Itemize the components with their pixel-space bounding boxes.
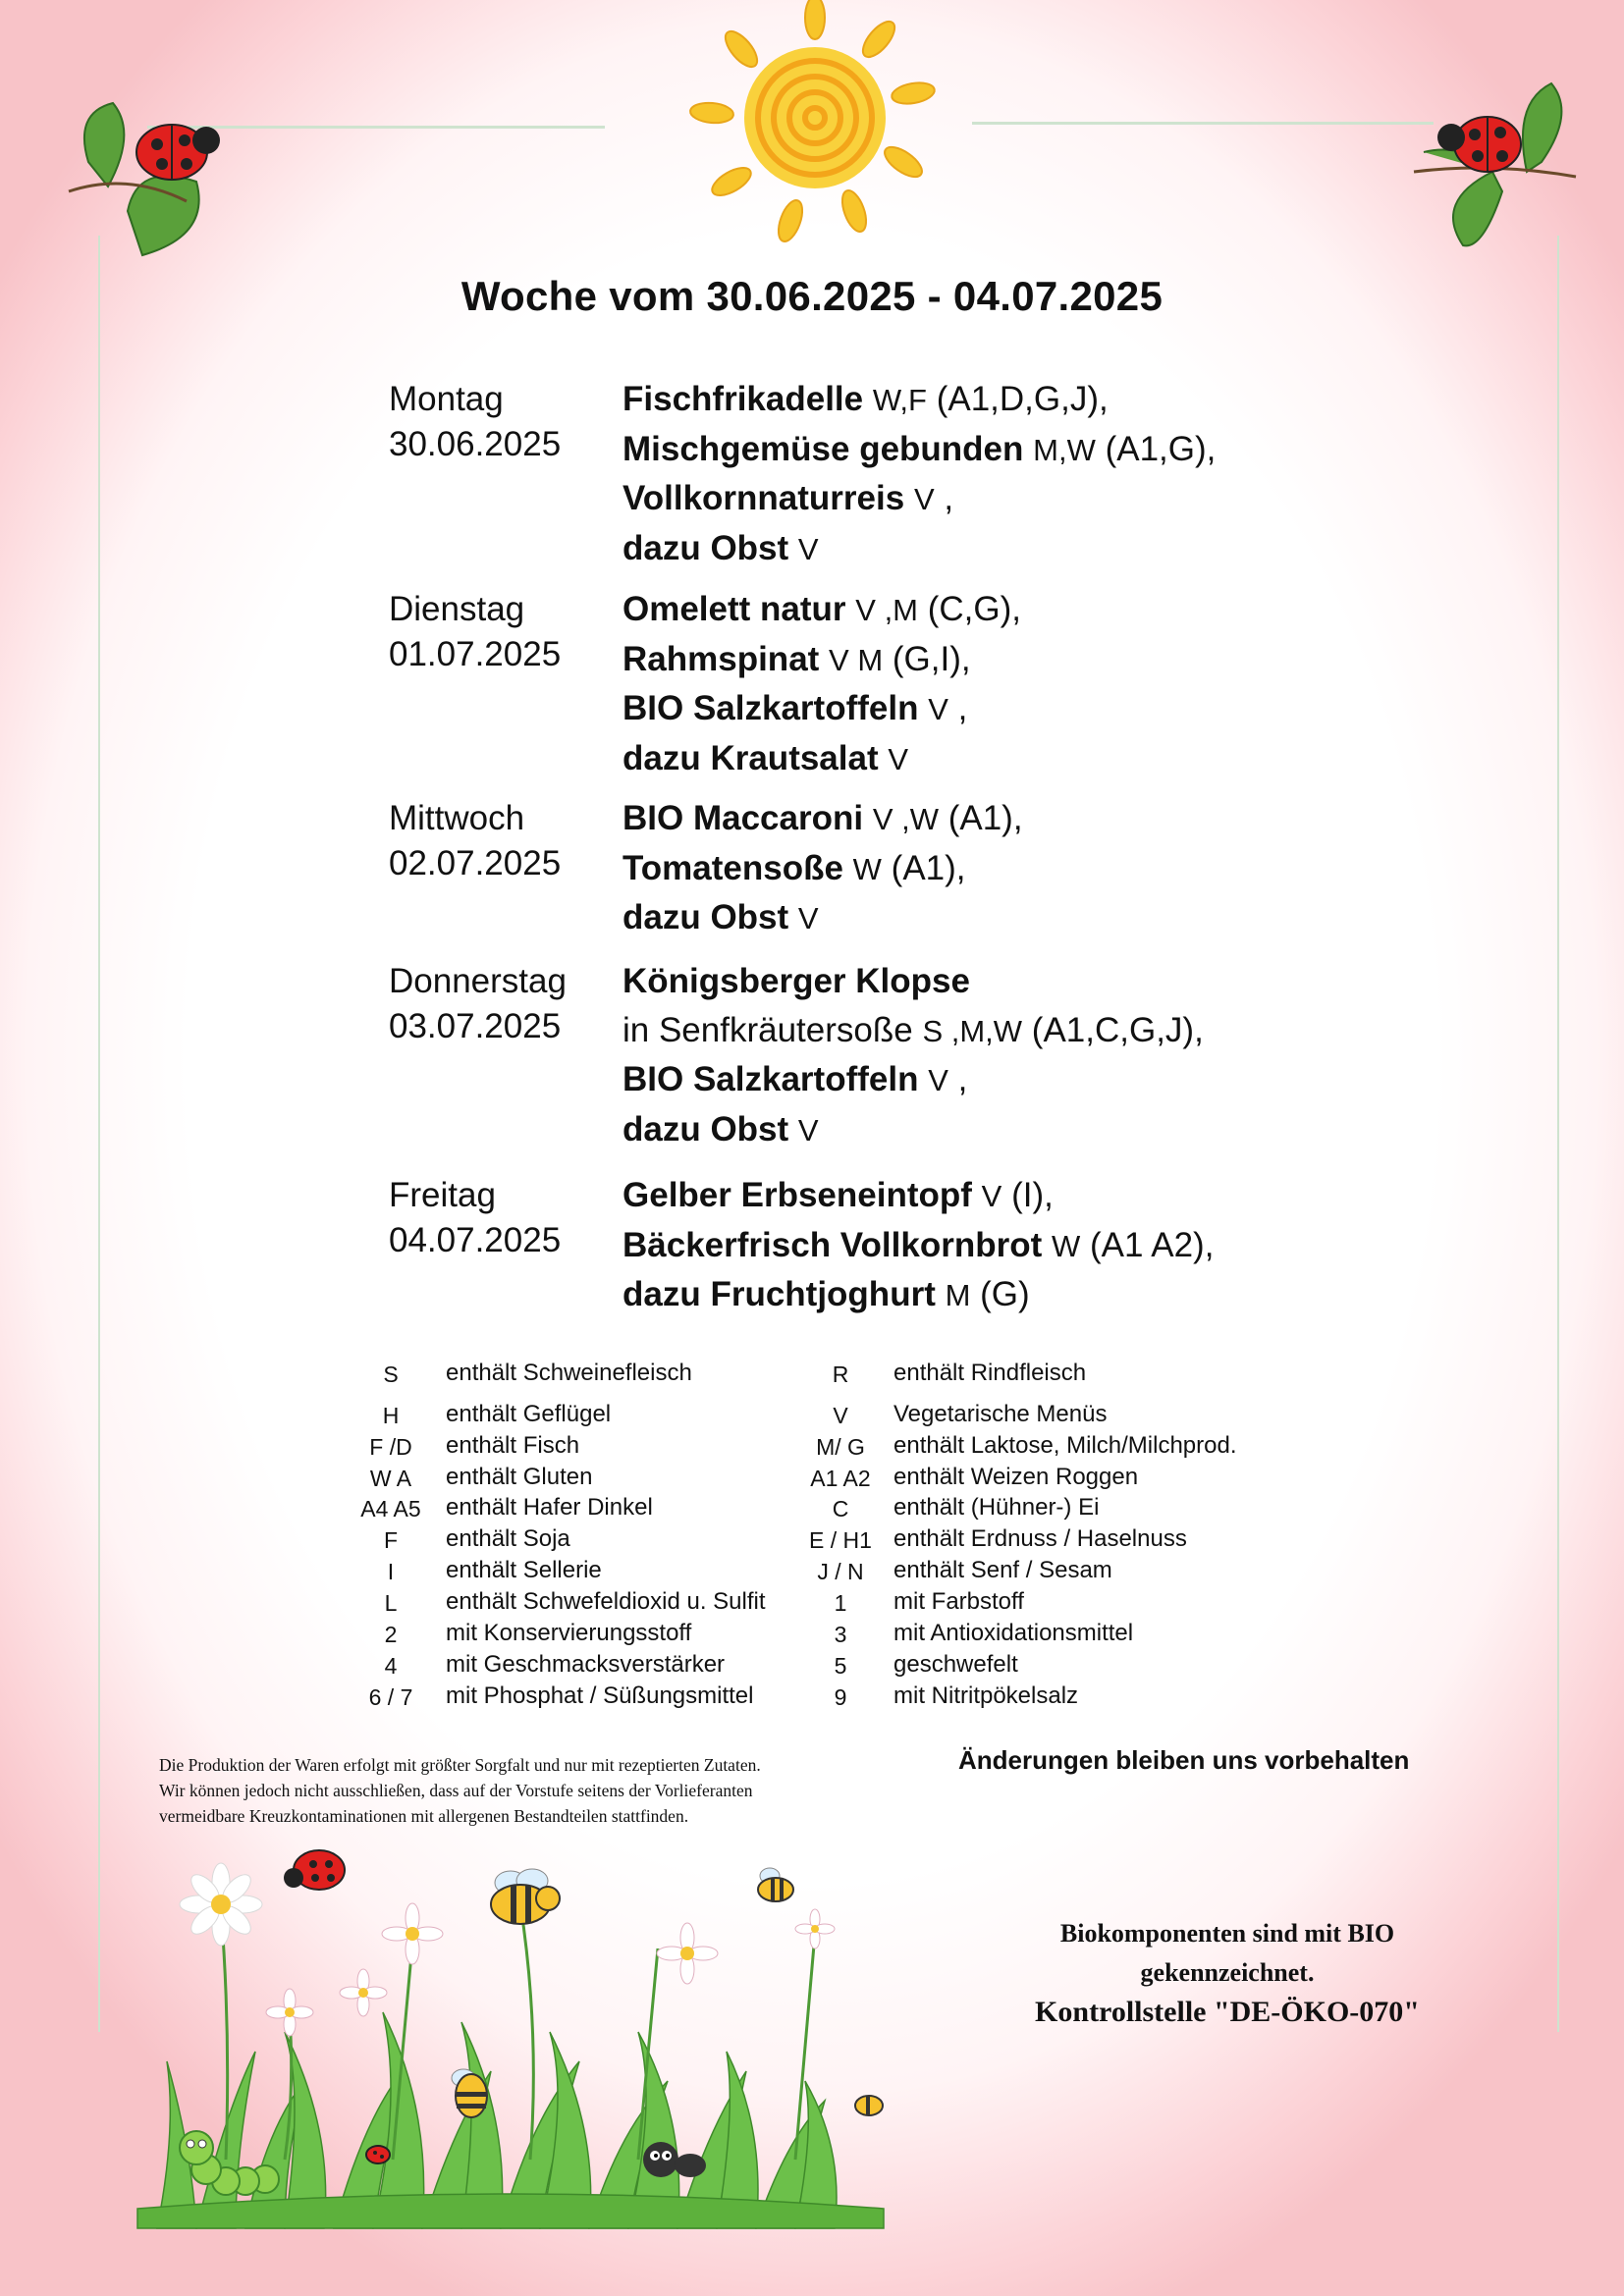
allergen-codes: (G,I), [892,639,971,678]
allergen-codes: , [944,479,954,517]
legend-code: R [832,1362,849,1387]
menu-line [623,375,1216,425]
menu-line [623,893,1023,943]
legend-code: E / H1 [809,1527,872,1553]
legend-code: 3 [834,1622,847,1647]
disclaimer-line: Wir können jedoch nicht ausschließen, dass auf der Vorstufe seitens der Vorlieferanten [159,1781,753,1800]
diet-marks: V [797,1112,819,1148]
legend-code: W A [369,1466,412,1491]
allergen-codes: (A1,D,G,J), [936,380,1109,418]
day-date: 02.07.2025 [389,844,562,882]
menu-line [623,957,1204,1006]
diet-marks: V [928,692,948,726]
allergen-codes: (I), [1011,1176,1054,1214]
legend-code: M/ G [816,1434,865,1460]
diet-marks: V [928,1063,948,1097]
day-label [389,959,567,1049]
allergen-codes: (A1), [947,799,1023,837]
day-label [389,377,561,467]
legend-code: C [832,1496,849,1522]
menu-line [623,585,1021,635]
diet-marks: W,F [872,383,927,417]
menu-line [623,635,1021,685]
legend-text: enthält (Hühner-) Ei [893,1494,1100,1521]
dish-name: dazu Obst [623,528,789,567]
top-line-right [972,122,1434,125]
day-date: 04.07.2025 [389,1221,562,1259]
legend-text: mit Geschmacksverstärker [446,1651,726,1678]
day-label [389,796,561,886]
day-date: 03.07.2025 [389,1007,562,1045]
legend-text: mit Nitritpökelsalz [893,1682,1079,1709]
ladybug-leaf-icon [69,93,236,260]
day-label [389,1173,561,1263]
menu-line [623,1105,1204,1155]
dish-name: Fischfrikadelle [623,380,864,418]
weekday: Montag [389,380,504,418]
diet-marks: M,W [1033,432,1096,467]
legend-text: enthält Schwefeldioxid u. Sulfit [446,1588,766,1615]
menu-line [623,734,1021,784]
diet-marks: V [913,482,935,516]
dish-name: BIO Salzkartoffeln [623,689,919,727]
menu-line [623,1006,1204,1056]
dish-name: dazu Fruchtjoghurt [623,1275,936,1313]
legend-code: 9 [834,1684,847,1710]
diet-marks: M [945,1278,971,1312]
legend-text: enthält Schweinefleisch [446,1360,692,1386]
control-authority: Kontrollstelle "DE-ÖKO-070" [1035,1996,1420,2028]
weekday: Freitag [389,1176,496,1214]
day-date: 01.07.2025 [389,635,562,673]
sun-icon [668,0,962,255]
dish-name: Mischgemüse gebunden [623,429,1024,468]
diet-marks: V [797,531,819,566]
dish-name: Tomatensoße [623,848,843,887]
menu-line [623,1270,1214,1320]
dish-name: Omelett natur [623,590,846,628]
diet-marks: V ,W [872,802,939,836]
legend-text: geschwefelt [893,1651,1018,1678]
legend-text: enthält Laktose, Milch/Milchprod. [893,1432,1237,1459]
diet-marks: W [852,851,882,886]
disclaimer-line: vermeidbare Kreuzkontaminationen mit allergenen Bestandteilen stattfinden. [159,1806,689,1826]
disclaimer-line: Die Produktion der Waren erfolgt mit größter Sorgfalt und nur mit rezeptierten Zutaten. [159,1755,761,1775]
dish-name: Königsberger Klopse [623,962,970,1000]
weekday: Dienstag [389,590,525,628]
allergen-codes: (A1 A2), [1089,1225,1215,1264]
legend-text: enthält Sellerie [446,1557,602,1583]
legend-code: 5 [834,1653,847,1679]
legend-text: enthält Fisch [446,1432,580,1459]
dish-name: Rahmspinat [623,639,820,678]
legend-code: 4 [384,1653,398,1679]
dish-name: Bäckerfrisch Vollkornbrot [623,1225,1043,1264]
left-frame-line [98,236,100,2032]
right-frame-line [1557,236,1559,2032]
day-menu [623,1171,1214,1320]
dish-name: dazu Obst [623,898,789,936]
diet-marks: S ,M,W [922,1013,1023,1048]
legend-code: J / N [817,1559,864,1584]
menu-line [623,844,1023,894]
menu-line [623,425,1216,475]
day-date: 30.06.2025 [389,425,562,463]
menu-line [623,1171,1214,1221]
allergen-codes: (A1,C,G,J), [1031,1010,1204,1049]
legend-text: enthält Gluten [446,1464,593,1490]
menu-line [623,794,1023,844]
legend-text: enthält Geflügel [446,1401,612,1427]
allergen-codes: (A1), [891,848,966,887]
dish-name: dazu Krautsalat [623,738,879,777]
legend-text: enthält Erdnuss / Haselnuss [893,1525,1187,1552]
legend-code: L [384,1590,398,1616]
dish-name: BIO Maccaroni [623,799,864,837]
day-menu [623,585,1021,783]
diet-marks: V [888,741,909,776]
day-menu [623,794,1023,943]
day-menu [623,375,1216,573]
legend-code: V [833,1403,848,1428]
dish-name: dazu Obst [623,1109,789,1148]
legend-text: enthält Soja [446,1525,570,1552]
bio-note [1001,1914,1453,2032]
legend-code: S [383,1362,399,1387]
legend-code: A1 A2 [810,1466,871,1491]
menu-line [623,1221,1214,1271]
ladybug-leaf-icon [1394,83,1581,260]
legend-code: A4 A5 [360,1496,421,1522]
allergen-codes: (C,G), [927,590,1022,628]
bio-note-line: gekennzeichnet. [1140,1958,1315,1987]
changes-note: Änderungen bleiben uns vorbehalten [958,1745,1410,1775]
menu-line [623,524,1216,574]
meadow-illustration [137,1836,982,2228]
legend-code: I [387,1559,395,1584]
legend-code: 1 [834,1590,847,1616]
day-label [389,587,561,677]
diet-marks: V [797,901,819,935]
menu-line [623,1055,1204,1105]
dish-name: BIO Salzkartoffeln [623,1060,919,1098]
disclaimer [159,1752,866,1829]
legend-text: Vegetarische Menüs [893,1401,1108,1427]
allergen-codes: (G) [980,1275,1030,1313]
bio-note-line: Biokomponenten sind mit BIO [1059,1919,1395,1948]
dish-name: in Senfkräutersoße [623,1010,913,1049]
day-menu [623,957,1204,1154]
legend-text: enthält Weizen Roggen [893,1464,1139,1490]
allergen-codes: , [957,689,968,727]
diet-marks: W [1051,1228,1081,1263]
legend-code: F [383,1527,399,1553]
diet-marks: V ,M [855,593,919,627]
legend-text: enthält Senf / Sesam [893,1557,1112,1583]
legend-text: mit Phosphat / Süßungsmittel [446,1682,754,1709]
weekday: Mittwoch [389,799,525,837]
legend-code: H [382,1403,400,1428]
legend-code: 2 [384,1622,398,1647]
legend-code: F /D [369,1434,412,1460]
menu-line [623,474,1216,524]
legend-text: mit Antioxidationsmittel [893,1620,1134,1646]
menu-line [623,684,1021,734]
legend-text: mit Konservierungsstoff [446,1620,692,1646]
diet-marks: V [981,1179,1002,1213]
legend-text: enthält Rindfleisch [893,1360,1087,1386]
legend-text: enthält Hafer Dinkel [446,1494,653,1521]
dish-name: Gelber Erbseneintopf [623,1176,972,1214]
legend-text: mit Farbstoff [893,1588,1024,1615]
legend-code: 6 / 7 [368,1684,413,1710]
dish-name: Vollkornnaturreis [623,479,905,517]
page-title: Woche vom 30.06.2025 - 04.07.2025 [460,273,1164,319]
diet-marks: V M [829,642,884,677]
weekday: Donnerstag [389,962,567,1000]
allergen-codes: (A1,G), [1105,429,1217,468]
allergen-codes: , [957,1060,968,1098]
